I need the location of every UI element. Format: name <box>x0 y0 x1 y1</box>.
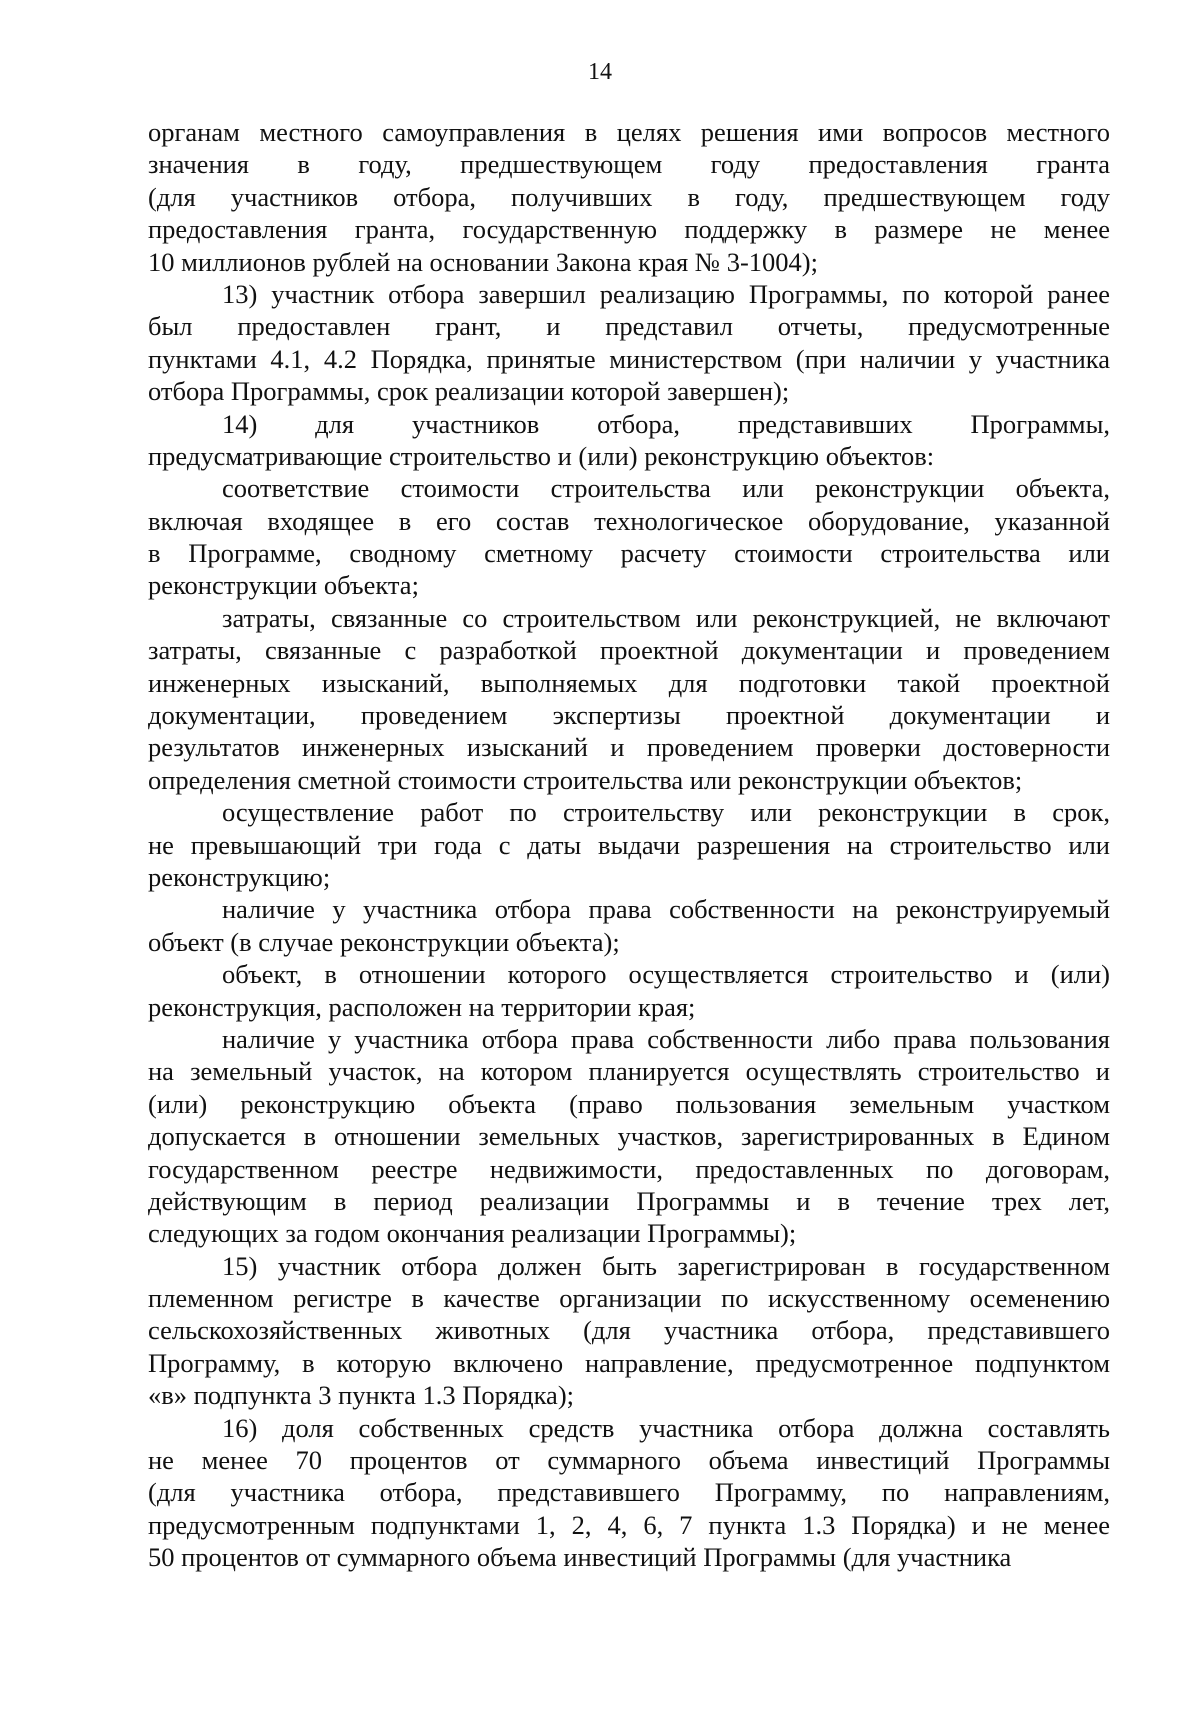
text-line: результатов инженерных изысканий и проведением проверки достоверности <box>148 732 1110 763</box>
paragraph-p14 <box>148 408 1110 473</box>
text-line: предоставления гранта, государственную поддержку в размере не менее <box>148 214 1110 245</box>
text-line: Программу, в которую включено направление, предусмотренное подпунктом <box>148 1347 1110 1378</box>
text-line: 16) доля собственных средств участника отбора должна составлять <box>222 1412 1110 1443</box>
text-line: включая входящее в его состав технологическое оборудование, указанной <box>148 505 1110 536</box>
text-line: следующих за годом окончания реализации Программы); <box>148 1218 797 1249</box>
page-number: 14 <box>588 59 612 85</box>
text-line: 50 процентов от суммарного объема инвестиций Программы (для участника <box>148 1542 1012 1573</box>
text-line: объект (в случае реконструкции объекта); <box>148 926 620 957</box>
text-line: документации, проведением экспертизы проектной документации и <box>148 700 1110 731</box>
text-line: (или) реконструкцию объекта (право пользования земельным участком <box>148 1088 1110 1119</box>
paragraph-p16 <box>148 1412 1110 1574</box>
paragraph-p14a <box>148 472 1110 602</box>
text-line: затраты, связанные с разработкой проектной документации и проведением <box>148 635 1110 666</box>
text-line: значения в году, предшествующем году предоставления гранта <box>148 149 1110 180</box>
paragraph-p14f <box>148 1023 1110 1250</box>
text-line: наличие у участника отбора права собственности на реконструируемый <box>222 894 1110 925</box>
text-line: (для участников отбора, получивших в году, предшествующем году <box>148 181 1110 212</box>
text-line: реконструкция, расположен на территории края; <box>148 991 696 1022</box>
text-line: не менее 70 процентов от суммарного объема инвестиций Программы <box>148 1445 1110 1476</box>
text-line: сельскохозяйственных животных (для участника отбора, представившего <box>148 1315 1110 1346</box>
text-line: (для участника отбора, представившего Программу, по направлениям, <box>148 1477 1110 1508</box>
text-line: реконструкции объекта; <box>148 570 419 601</box>
text-line: 15) участник отбора должен быть зарегистрирован в государственном <box>222 1250 1110 1281</box>
text-line: соответствие стоимости строительства или реконструкции объекта, <box>222 473 1110 504</box>
document-body <box>148 116 1110 1574</box>
paragraph-p0 <box>148 116 1110 278</box>
text-line: определения сметной стоимости строительства или реконструкции объектов; <box>148 764 1023 795</box>
text-line: предусматривающие строительство и (или) реконструкцию объектов: <box>148 440 935 471</box>
text-line: «в» подпункта 3 пункта 1.3 Порядка); <box>148 1380 575 1411</box>
paragraph-p14e <box>148 958 1110 1023</box>
text-line: осуществление работ по строительству или реконструкции в срок, <box>222 797 1110 828</box>
text-line: в Программе, сводному сметному расчету стоимости строительства или <box>148 538 1110 569</box>
text-line: наличие у участника отбора права собственности либо права пользования <box>222 1023 1110 1054</box>
text-line: не превышающий три года с даты выдачи разрешения на строительство или <box>148 829 1110 860</box>
text-line: 14) для участников отбора, представивших Программы, <box>222 408 1110 439</box>
text-line: 13) участник отбора завершил реализацию Программы, по которой ранее <box>222 278 1110 309</box>
text-line: отбора Программы, срок реализации которой завершен); <box>148 376 790 407</box>
paragraph-p14b <box>148 602 1110 796</box>
text-line: реконструкцию; <box>148 861 331 892</box>
text-line: инженерных изысканий, выполняемых для подготовки такой проектной <box>148 667 1110 698</box>
paragraph-p14d <box>148 893 1110 958</box>
text-line: 10 миллионов рублей на основании Закона края № 3-1004); <box>148 246 818 277</box>
text-line: государственном реестре недвижимости, предоставленных по договорам, <box>148 1153 1110 1184</box>
text-line: органам местного самоуправления в целях решения ими вопросов местного <box>148 117 1110 147</box>
text-line: действующим в период реализации Программы и в течение трех лет, <box>148 1185 1110 1216</box>
text-line: был предоставлен грант, и представил отчеты, предусмотренные <box>148 311 1110 342</box>
paragraph-p13 <box>148 278 1110 408</box>
text-line: предусмотренным подпунктами 1, 2, 4, 6, 7 пункта 1.3 Порядка) и не менее <box>148 1509 1110 1540</box>
text-line: на земельный участок, на котором планируется осуществлять строительство и <box>148 1056 1110 1087</box>
paragraph-p15 <box>148 1250 1110 1412</box>
text-line: допускается в отношении земельных участков, зарегистрированных в Едином <box>148 1121 1110 1152</box>
text-line: объект, в отношении которого осуществляется строительство и (или) <box>222 959 1110 990</box>
text-line: пунктами 4.1, 4.2 Порядка, принятые министерством (при наличии у участника <box>148 343 1110 374</box>
text-line: затраты, связанные со строительством или реконструкцией, не включают <box>222 602 1110 633</box>
text-line: племенном регистре в качестве организации по искусственному осеменению <box>148 1283 1110 1314</box>
paragraph-p14c <box>148 796 1110 893</box>
